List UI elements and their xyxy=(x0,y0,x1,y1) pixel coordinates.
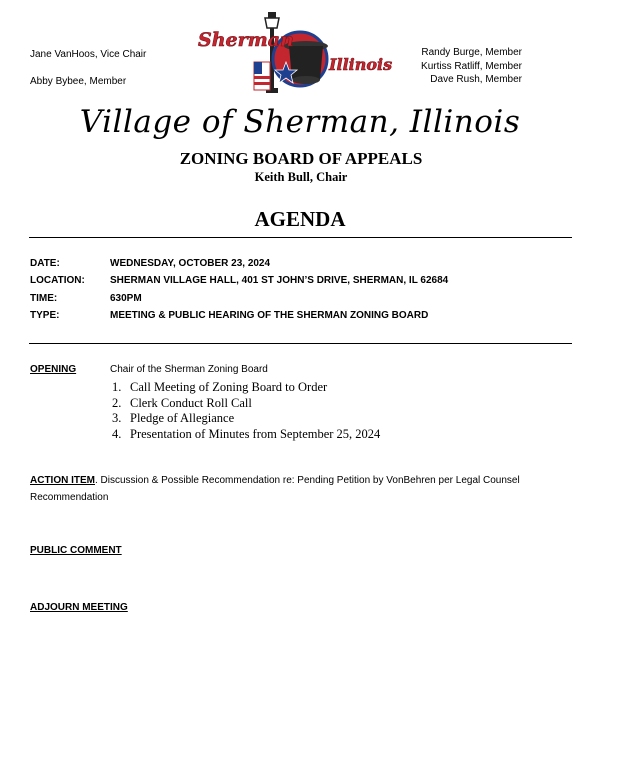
meeting-info xyxy=(30,258,448,327)
left-members xyxy=(30,48,146,102)
opening-list xyxy=(112,380,380,442)
info-row-type: TYPE: MEETING & PUBLIC HEARING OF THE SHERMAN ZONING BOARD xyxy=(30,309,429,321)
list-item: 4. Presentation of Minutes from September 25, 2024 xyxy=(112,426,381,441)
opening-subtitle: Chair of the Sherman Zoning Board xyxy=(110,364,268,375)
board-chair: Keith Bull, Chair xyxy=(254,170,348,184)
logo-word-illinois: Illinois xyxy=(329,55,393,74)
village-title: Village of Sherman, Illinois xyxy=(79,104,521,140)
member-kurtiss: Kurtiss Ratliff, Member xyxy=(421,60,522,72)
list-item: 3. Pledge of Allegiance xyxy=(112,411,235,425)
action-item-heading: ACTION ITEM xyxy=(30,475,95,486)
action-item xyxy=(30,472,570,506)
right-members xyxy=(421,46,522,87)
list-item: 2. Clerk Conduct Roll Call xyxy=(112,395,252,410)
adjourn-heading: ADJOURN MEETING xyxy=(30,602,128,613)
member-dave: Dave Rush, Member xyxy=(430,74,522,85)
member-randy: Randy Burge, Member xyxy=(421,47,522,58)
agenda-heading: AGENDA xyxy=(254,207,346,231)
info-row-location: LOCATION: SHERMAN VILLAGE HALL, 401 ST JOHN’S DRIVE, SHERMAN, IL 62684 xyxy=(30,275,449,287)
logo-word-sherman: Sherman xyxy=(198,29,294,51)
member-vice-chair: Jane VanHoos, Vice Chair xyxy=(30,49,147,60)
member-abby: Abby Bybee, Member xyxy=(30,76,127,87)
board-title: ZONING BOARD OF APPEALS xyxy=(179,149,423,168)
divider-top xyxy=(29,237,572,238)
opening-heading: OPENING xyxy=(30,364,77,375)
sherman-logo xyxy=(196,10,396,96)
flag-icon xyxy=(254,62,270,90)
action-item-text: . Discussion & Possible Recommendation re: Pending Petition by VonBehren per Legal Counsel Recommendation xyxy=(30,475,520,503)
info-row-time: TIME: 630PM xyxy=(30,292,142,304)
public-comment-heading: PUBLIC COMMENT xyxy=(30,545,122,556)
info-row-date: DATE: WEDNESDAY, OCTOBER 23, 2024 xyxy=(30,258,271,269)
list-item: 1. Call Meeting of Zoning Board to Order xyxy=(112,380,328,394)
divider-bottom xyxy=(29,343,572,344)
